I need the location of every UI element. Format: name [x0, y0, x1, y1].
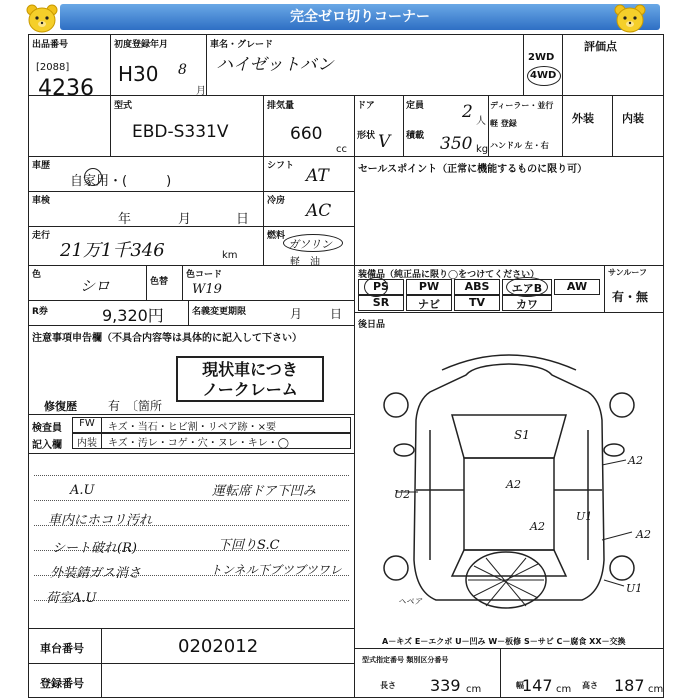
history-label: 軽 登録	[490, 119, 517, 128]
damage-mark: U1	[626, 582, 643, 595]
damage-diagram	[356, 330, 662, 630]
load-label: 積載	[406, 131, 425, 141]
equipment-item-label: PS	[373, 280, 389, 293]
comment-line: シート破れ(R)	[52, 541, 137, 556]
color-divider-2	[182, 265, 183, 301]
comment-rule	[34, 500, 349, 501]
equipment-item-label: AW	[566, 280, 588, 293]
equipment-item-label: PW	[418, 280, 440, 293]
registration-label: 初度登録年月	[114, 40, 169, 50]
drive-2wd: 2WD	[528, 52, 555, 63]
sunroof-value: 有・無	[612, 290, 649, 304]
length-label: 長さ	[380, 681, 396, 690]
inspector-row2	[101, 433, 351, 449]
height-label: 高さ	[582, 681, 598, 690]
repair-value: 有	[108, 399, 121, 413]
engine-unit: cc	[336, 144, 347, 155]
mileage-value: 21万1千346	[60, 240, 165, 261]
damage-mark: S1	[514, 428, 530, 442]
length-value: 339	[430, 676, 461, 695]
doors-label: ドア	[357, 101, 375, 111]
comment-line: 下回りS.C	[218, 538, 280, 553]
ac-value: AC	[306, 201, 332, 221]
handle-label: ハンドル 左・右	[490, 141, 549, 150]
equipment-item-navi	[406, 295, 452, 311]
name-change-month: 月	[290, 307, 303, 321]
capacity-unit: 人	[476, 116, 486, 127]
recycle-value: 9,320円	[102, 306, 164, 325]
length-unit: cm	[466, 684, 482, 695]
vehicle-name: ハイゼットバン	[216, 55, 334, 75]
load-value: 350	[440, 134, 473, 154]
stamp-line-2: ノークレーム	[202, 380, 298, 399]
mascot-bear-icon-left	[24, 3, 60, 35]
fuel-gasoline: ガソリン	[288, 238, 332, 251]
comment-line: A.U	[70, 483, 95, 498]
row2-label: キズ・汚レ・コゲ・穴・ヌレ・キレ・◯	[108, 438, 289, 449]
color-code-label: 色コード	[186, 270, 223, 280]
equipment-item-aw	[554, 279, 600, 295]
title-banner	[60, 4, 660, 30]
vehicle-name-label: 車名・グレード	[210, 40, 274, 50]
height-unit: cm	[648, 684, 664, 695]
damage-mark: A2	[636, 528, 651, 541]
capacity-value: 2	[462, 102, 473, 122]
equipment-label: 装備品（純正品に限り◯をつけてください）	[358, 270, 540, 280]
shift-label: シフト	[267, 161, 295, 171]
stamp-line-1: 現状車につき	[202, 360, 298, 379]
engine-label: 排気量	[267, 101, 295, 111]
inspection-year-unit: 年	[118, 212, 132, 227]
shift-value: AT	[306, 166, 329, 186]
dealer-label: ディーラー・並行	[490, 101, 554, 110]
damage-mark: ヘペア	[398, 597, 422, 606]
grade-exterior-cell	[562, 95, 613, 157]
width-value: 147	[522, 676, 553, 695]
row1-label: キズ・当石・ヒビ割・リペア跡・×要	[108, 422, 276, 433]
model-label: 型式	[114, 101, 133, 111]
grade-interior-cell	[612, 95, 664, 157]
lot-number: 4236	[38, 76, 94, 101]
shape-value: V	[378, 132, 391, 152]
shape-label: 形状	[357, 131, 376, 141]
use-label: 車歴	[32, 161, 51, 171]
inspection-cell	[28, 191, 264, 227]
sales-point-label: セールスポイント（正常に機能するものに限り可）	[358, 164, 588, 175]
registration-year: H30	[118, 62, 159, 86]
lot-bracket: [2088]	[36, 62, 70, 73]
comment-line: トンネル下ブツブツワレ	[210, 563, 342, 577]
legend-rule	[354, 648, 664, 649]
after-fit-label: 後日品	[358, 320, 386, 330]
banner-title: 完全ゼロ切りコーナー	[290, 9, 430, 25]
damage-mark: A2	[506, 478, 521, 491]
damage-legend: A－キズ E－エクボ U－凹み W－板修 S－サビ C－腐食 XX－交換	[382, 637, 626, 646]
mileage-unit: km	[222, 250, 238, 261]
comment-line: 荷室A.U	[46, 591, 97, 606]
dimension-type-label: 型式指定番号 類別区分番号	[362, 656, 449, 664]
ac-label: 冷房	[267, 196, 286, 206]
grade-label: 評価点	[584, 40, 617, 53]
row2-code-label: 内装	[77, 438, 97, 449]
inspector-fill-label: 記入欄	[32, 440, 62, 451]
notes-label: 注意事項申告欄（不具合内容等は具体的に記入して下さい）	[32, 333, 302, 344]
height-value: 187	[614, 676, 645, 695]
inspection-day-unit: 日	[236, 212, 250, 227]
load-unit: kg	[476, 144, 489, 155]
equipment-airbag-circle	[506, 277, 548, 297]
drive-cell	[523, 34, 563, 96]
row1-code-label: FW	[79, 418, 95, 429]
equipment-item-label: SR	[372, 296, 390, 309]
name-change-day: 日	[330, 307, 343, 321]
grade-interior-label: 内装	[622, 112, 644, 125]
mileage-label: 走行	[32, 231, 51, 241]
no-claim-stamp	[176, 356, 324, 402]
color-value: シロ	[80, 277, 111, 295]
equipment-item-label: ABS	[464, 280, 490, 293]
equipment-item-label: TV	[468, 296, 486, 309]
damage-mark: U2	[394, 488, 411, 501]
fuel-label: 燃料	[267, 231, 286, 241]
mascot-bear-icon-right	[612, 3, 648, 35]
color-code-value: W19	[192, 282, 222, 297]
width-unit: cm	[556, 684, 572, 695]
equipment-ps-circle	[364, 277, 388, 297]
registration-month-unit: 月	[196, 86, 206, 97]
reg-number-label: 登録番号	[40, 677, 84, 690]
color-change-label: 色替	[150, 277, 169, 287]
registration-month: 8	[178, 62, 187, 78]
use-value: 自家用・( )	[70, 174, 172, 189]
lot-number-label: 出品番号	[32, 40, 69, 50]
comment-line: 運転席ドア下凹み	[212, 484, 316, 499]
color-divider-1	[146, 265, 147, 301]
equipment-item-pw	[406, 279, 452, 295]
color-label: 色	[32, 270, 42, 280]
width-label: 幅	[516, 681, 524, 690]
dimension-divider	[500, 648, 501, 698]
capacity-label: 定員	[406, 101, 425, 111]
name-change-label: 名義変更期限	[192, 307, 247, 317]
comment-line: 車内にホコリ汚れ	[48, 513, 153, 528]
repair-label: 修復歴	[44, 400, 77, 413]
drive-4wd: 4WD	[530, 70, 557, 81]
equipment-divider	[604, 265, 605, 313]
comment-line: 外装錆ガス消さ	[50, 566, 142, 581]
damage-mark: A2	[530, 520, 545, 533]
inspector-label: 検査員	[32, 423, 62, 434]
equipment-item-leather	[502, 295, 552, 311]
repair-bracket: 〔箇所	[126, 399, 163, 413]
equipment-item-label: カワ	[516, 298, 538, 311]
equipment-item-tv	[454, 295, 500, 311]
grade-exterior-label: 外装	[572, 112, 594, 125]
sunroof-label: サンルーフ	[608, 268, 647, 277]
inspector-row2-code	[72, 433, 102, 449]
damage-mark: U1	[576, 510, 593, 523]
recycle-label: R券	[32, 307, 48, 317]
chassis-label: 車台番号	[40, 642, 84, 655]
inspector-row1	[101, 417, 351, 433]
equipment-item-abs	[454, 279, 500, 295]
model-value: EBD-S331V	[132, 122, 229, 142]
equipment-item-label: エアB	[511, 282, 543, 295]
engine-value: 660	[290, 124, 323, 144]
inspection-month-unit: 月	[178, 212, 192, 227]
fuel-diesel: 軽 油	[290, 257, 320, 268]
inspector-row1-code	[72, 417, 102, 433]
equipment-item-sr	[358, 295, 404, 311]
equipment-item-label: ナビ	[418, 298, 440, 311]
damage-mark: A2	[628, 454, 643, 467]
chassis-value: 0202012	[178, 636, 259, 657]
comment-rule	[34, 475, 349, 476]
inspection-label: 車検	[32, 196, 51, 206]
